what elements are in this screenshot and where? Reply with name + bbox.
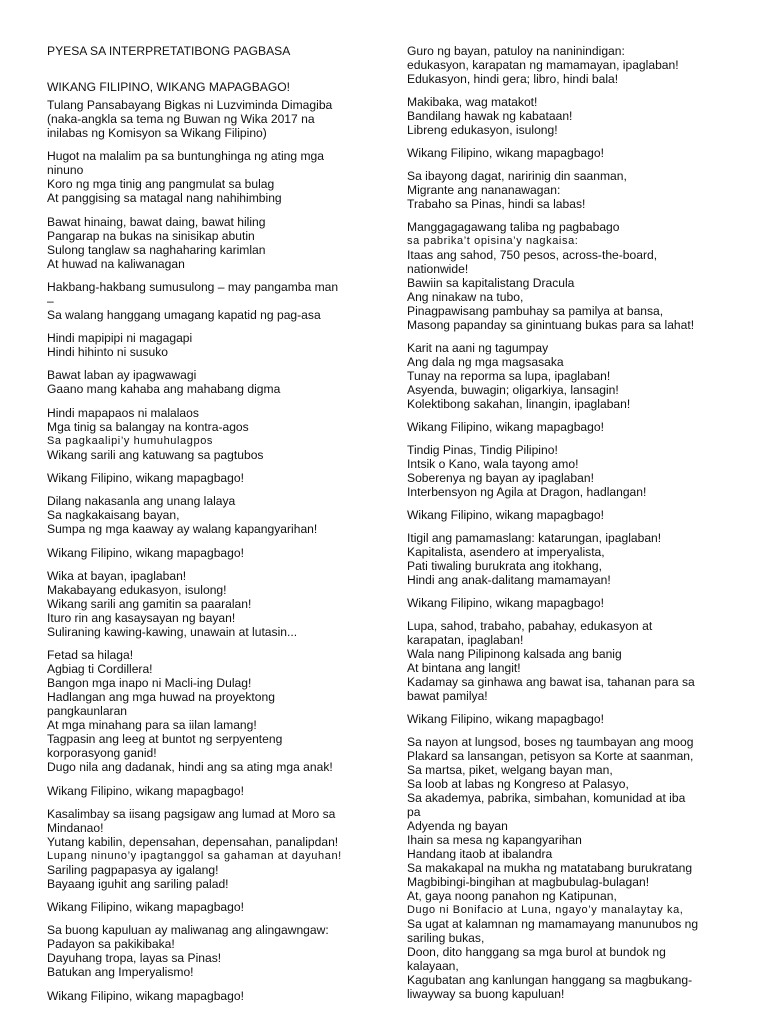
poem-line: Lupa, sahod, trabaho, pabahay, edukasyon at	[407, 619, 653, 633]
poem-line: Karit na aani ng tagumpay	[407, 341, 549, 355]
poem-line: korporasyong ganid!	[47, 746, 157, 761]
poem-line: Tulang Pansabayang Bigkas ni Luzviminda Dimagiba	[47, 98, 333, 112]
right-stanza	[407, 220, 727, 332]
poem-line: Wikang sarili ang gamitin sa paaralan!	[47, 596, 252, 611]
poem-line: Ang dala ng mga magsasaka	[407, 355, 564, 369]
poem-line: bawat pamilya!	[407, 689, 488, 703]
poem-line: Dugo nila ang dadanak, hindi ang sa ating mga anak!	[47, 760, 333, 775]
poem-line: Magbibingi-bingihan at magbubulag-bulagan!	[407, 875, 650, 889]
poem-line: Kasalimbay sa iisang pagsigaw ang lumad at Moro sa	[47, 806, 336, 821]
poem-line: Asyenda, buwagin; oligarkiya, lansagin!	[407, 383, 619, 397]
poem-line: (naka-angkla sa tema ng Buwan ng Wika 2017 na	[47, 112, 315, 126]
right-stanza	[407, 146, 727, 160]
right-stanza	[407, 508, 727, 522]
left-stanza	[47, 280, 365, 322]
right-stanza	[407, 735, 727, 1001]
poem-line: At bintana ang langit!	[407, 661, 521, 675]
right-stanza	[407, 596, 727, 610]
right-stanza	[407, 712, 727, 726]
poem-line: Edukasyon, hindi gera; libro, hindi bala!	[407, 72, 619, 86]
poem-line: Itaas ang sahod, 750 pesos, across-the-board,	[407, 248, 658, 262]
poem-line: Sulong tanglaw sa naghaharing karimlan	[47, 242, 266, 257]
poem-line: liwayway sa buong kapuluan!	[407, 987, 565, 1001]
poem-line: Kagubatan ang kanlungan hanggang sa magbukang-	[407, 973, 693, 987]
poem-line: Kapitalista, asendero at imperyalista,	[407, 545, 605, 559]
left-stanza	[47, 80, 365, 94]
poem-line: pa	[407, 805, 421, 819]
left-stanza	[47, 494, 365, 536]
left-stanza	[47, 471, 365, 485]
poem-line: Dayuhang tropa, layas sa Pinas!	[47, 951, 222, 966]
poem-line: Lupang ninuno’y ipagtanggol sa gahaman at dayuhan!	[47, 849, 342, 862]
poem-line: At panggising sa matagal nang nahihimbing	[47, 191, 282, 206]
poem-line: At mga minahang para sa iilan lamang!	[47, 718, 257, 733]
poem-line: Sa walang hanggang umagang kapatid ng pag-asa	[47, 307, 321, 322]
poem-line: Mga tinig sa balangay na kontra-agos	[47, 419, 249, 434]
poem-line: Bangon mga inapo ni Macli-ing Dulag!	[47, 676, 252, 691]
poem-line: Wikang Filipino, wikang mapagbago!	[407, 508, 604, 522]
poem-line: Wikang Filipino, wikang mapagbago!	[407, 146, 604, 160]
poem-line: At huwad na kaliwanagan	[47, 256, 185, 271]
right-stanza	[407, 44, 727, 86]
poem-line: Sa ugat at kalamnan ng mamamayang manunubos ng	[407, 917, 699, 931]
poem-line: Itigil ang pamamaslang: katarungan, ipaglaban!	[407, 531, 662, 545]
left-stanza	[47, 368, 365, 396]
poem-line: Sa nagkakaisang bayan,	[47, 508, 180, 523]
poem-line: Wikang Filipino, wikang mapagbago!	[407, 712, 604, 726]
poem-line: Hugot na malalim pa sa buntunghinga ng ating mga	[47, 149, 324, 164]
poem-line: Adyenda ng bayan	[407, 819, 508, 833]
poem-line: Wikang Filipino, wikang mapagbago!	[47, 783, 244, 798]
left-column	[47, 44, 365, 1012]
poem-line: edukasyon, karapatan ng mamamayan, ipaglaban!	[407, 58, 679, 72]
poem-line: Soberenya ng bayan ay ipaglaban!	[407, 471, 594, 485]
poem-line: Makabayang edukasyon, isulong!	[47, 582, 227, 597]
document-header: PYESA SA INTERPRETATIBONG PAGBASA	[47, 44, 291, 58]
poem-line: Migrante ang nananawagan:	[407, 183, 561, 197]
poem-line: Pati tiwaling burukrata ang itokhang,	[407, 559, 602, 573]
poem-line: Bawat hinaing, bawat daing, bawat hiling	[47, 214, 266, 229]
right-stanza	[407, 531, 727, 587]
poem-line: Handang itaob at ibalandra	[407, 847, 553, 861]
right-stanza	[407, 443, 727, 499]
poem-line: Sa nayon at lungsod, boses ng taumbayan ang moog	[407, 735, 694, 749]
poem-line: Fetad sa hilaga!	[47, 648, 134, 663]
left-stanza	[47, 215, 365, 271]
poem-line: Pangarap na bukas na sinisikap abutin	[47, 228, 255, 243]
poem-line: sariling bukas,	[407, 931, 485, 945]
poem-line: Padayon sa pakikibaka!	[47, 937, 175, 952]
poem-line: Sa ibayong dagat, naririnig din saanman,	[407, 169, 627, 183]
poem-line: Sariling pagpapasya ay igalang!	[47, 862, 219, 877]
poem-line: Ang ninakaw na tubo,	[407, 290, 524, 304]
right-stanzas	[407, 44, 727, 1001]
poem-line: Sa akademya, pabrika, simbahan, komunidad at iba	[407, 791, 686, 805]
poem-line: Dugo ni Bonifacio at Luna, ngayo’y manalaytay ka,	[407, 904, 684, 916]
poem-line: Mindanao!	[47, 820, 104, 835]
poem-line: Wika at bayan, ipaglaban!	[47, 568, 187, 583]
poem-line: Sa pagkaalipi’y humuhulagpos	[47, 434, 214, 447]
poem-line: Manggagagawang taliba ng pagbabago	[407, 220, 620, 234]
poem-line: Hindi mapapaos ni malalaos	[47, 405, 199, 420]
poem-line: Wikang Filipino, wikang mapagbago!	[47, 471, 244, 486]
right-stanza	[407, 420, 727, 434]
poem-line: Pinagpawisang pambuhay sa pamilya at bansa,	[407, 304, 664, 318]
left-stanza	[47, 406, 365, 462]
poem-line: Tunay na reporma sa lupa, ipaglaban!	[407, 369, 611, 383]
poem-line: Masong papanday sa ginintuang bukas para sa lahat!	[407, 318, 695, 332]
poem-line: Libreng edukasyon, isulong!	[407, 123, 558, 137]
poem-line: Makibaka, wag matakot!	[407, 95, 538, 109]
poem-line: nationwide!	[407, 262, 469, 276]
poem-line: Dilang nakasanla ang unang lalaya	[47, 494, 236, 509]
poem-line: Hakbang-hakbang sumusulong – may pangamba man	[47, 279, 339, 294]
left-stanza	[47, 784, 365, 798]
poem-line: karapatan, ipaglaban!	[407, 633, 524, 647]
poem-line: At, gaya noong panahon ng Katipunan,	[407, 889, 617, 903]
left-stanza	[47, 569, 365, 639]
poem-line: Wala nang Pilipinong kalsada ang banig	[407, 647, 622, 661]
poem-line: Doon, dito hanggang sa mga burol at bundok ng	[407, 945, 666, 959]
left-stanza	[47, 923, 365, 979]
left-stanza	[47, 546, 365, 560]
poem-line: Yutang kabilin, depensahan, depensahan, panalipdan!	[47, 834, 339, 849]
poem-line: kalayaan,	[407, 959, 459, 973]
poem-line: sa pabrika’t opisina’y nagkaisa:	[407, 235, 579, 247]
right-stanza	[407, 95, 727, 137]
poem-line: Bawiin sa kapitalistang Dracula	[407, 276, 575, 290]
poem-line: Wikang sarili ang katuwang sa pagtubos	[47, 447, 264, 462]
left-stanzas	[47, 80, 365, 1003]
poem-line: Guro ng bayan, patuloy na naninindigan:	[407, 44, 625, 58]
right-stanza	[407, 341, 727, 411]
poem-line: inilabas ng Komisyon sa Wikang Filipino)	[47, 126, 267, 140]
poem-line: Gaano mang kahaba ang mahabang digma	[47, 382, 281, 397]
poem-line: Agbiag ti Cordillera!	[47, 662, 153, 677]
poem-line: Wikang Filipino, wikang mapagbago!	[47, 545, 244, 560]
right-column	[407, 44, 727, 1010]
left-stanza	[47, 648, 365, 774]
poem-line: Kolektibong sakahan, linangin, ipaglaban!	[407, 397, 631, 411]
poem-line: Hindi mapipipi ni magagapi	[47, 331, 193, 346]
right-stanza	[407, 619, 727, 703]
poem-line: Hindi ang anak-dalitang mamamayan!	[407, 573, 611, 587]
poem-line: Tagpasin ang leeg at buntot ng serpyenteng	[47, 732, 283, 747]
left-stanza	[47, 149, 365, 205]
poem-line: Kadamay sa ginhawa ang bawat isa, tahanan para sa	[407, 675, 695, 689]
left-stanza	[47, 98, 365, 140]
poem-line: Hadlangan ang mga huwad na proyektong	[47, 690, 275, 705]
poem-line: Batukan ang Imperyalismo!	[47, 965, 194, 980]
poem-line: Bandilang hawak ng kabataan!	[407, 109, 573, 123]
poem-line: Ihain sa mesa ng kapangyarihan	[407, 833, 582, 847]
poem-line: –	[47, 293, 54, 308]
poem-line: Tindig Pinas, Tindig Pilipino!	[407, 443, 558, 457]
left-stanza	[47, 807, 365, 891]
poem-line: WIKANG FILIPINO, WIKANG MAPAGBAGO!	[47, 80, 291, 94]
poem-line: Plakard sa lansangan, petisyon sa Korte at saanman,	[407, 749, 694, 763]
right-stanza	[407, 169, 727, 211]
left-stanza	[47, 331, 365, 359]
poem-line: Wikang Filipino, wikang mapagbago!	[47, 900, 244, 915]
poem-line: Sa buong kapuluan ay maliwanag ang alingawngaw:	[47, 923, 329, 938]
poem-line: Interbensyon ng Agila at Dragon, hadlangan!	[407, 485, 647, 499]
poem-line: Trabaho sa Pinas, hindi sa labas!	[407, 197, 586, 211]
poem-line: Wikang Filipino, wikang mapagbago!	[407, 420, 604, 434]
poem-line: Bayaang iguhit ang sariling palad!	[47, 876, 229, 891]
poem-line: Bawat laban ay ipagwawagi	[47, 368, 197, 383]
poem-line: Ituro rin ang kasaysayan ng bayan!	[47, 610, 236, 625]
poem-line: Wikang Filipino, wikang mapagbago!	[47, 988, 244, 1003]
poem-line: Sumpa ng mga kaaway ay walang kapangyarihan!	[47, 522, 318, 537]
poem-line: Hindi hihinto ni susuko	[47, 345, 169, 360]
left-stanza	[47, 900, 365, 914]
poem-line: Sa makakapal na mukha ng matatabang burukratang	[407, 861, 693, 875]
poem-line: pangkaunlaran	[47, 704, 128, 719]
poem-line: ninuno	[47, 163, 84, 178]
poem-line: Koro ng mga tinig ang pangmulat sa bulag	[47, 177, 275, 192]
poem-line: Intsik o Kano, wala tayong amo!	[407, 457, 579, 471]
poem-line: Sa martsa, piket, welgang bayan man,	[407, 763, 613, 777]
poem-line: Suliraning kawing-kawing, unawain at lutasin...	[47, 624, 298, 639]
left-stanza	[47, 989, 365, 1003]
poem-line: Wikang Filipino, wikang mapagbago!	[407, 596, 604, 610]
poem-line: Sa loob at labas ng Kongreso at Palasyo,	[407, 777, 629, 791]
